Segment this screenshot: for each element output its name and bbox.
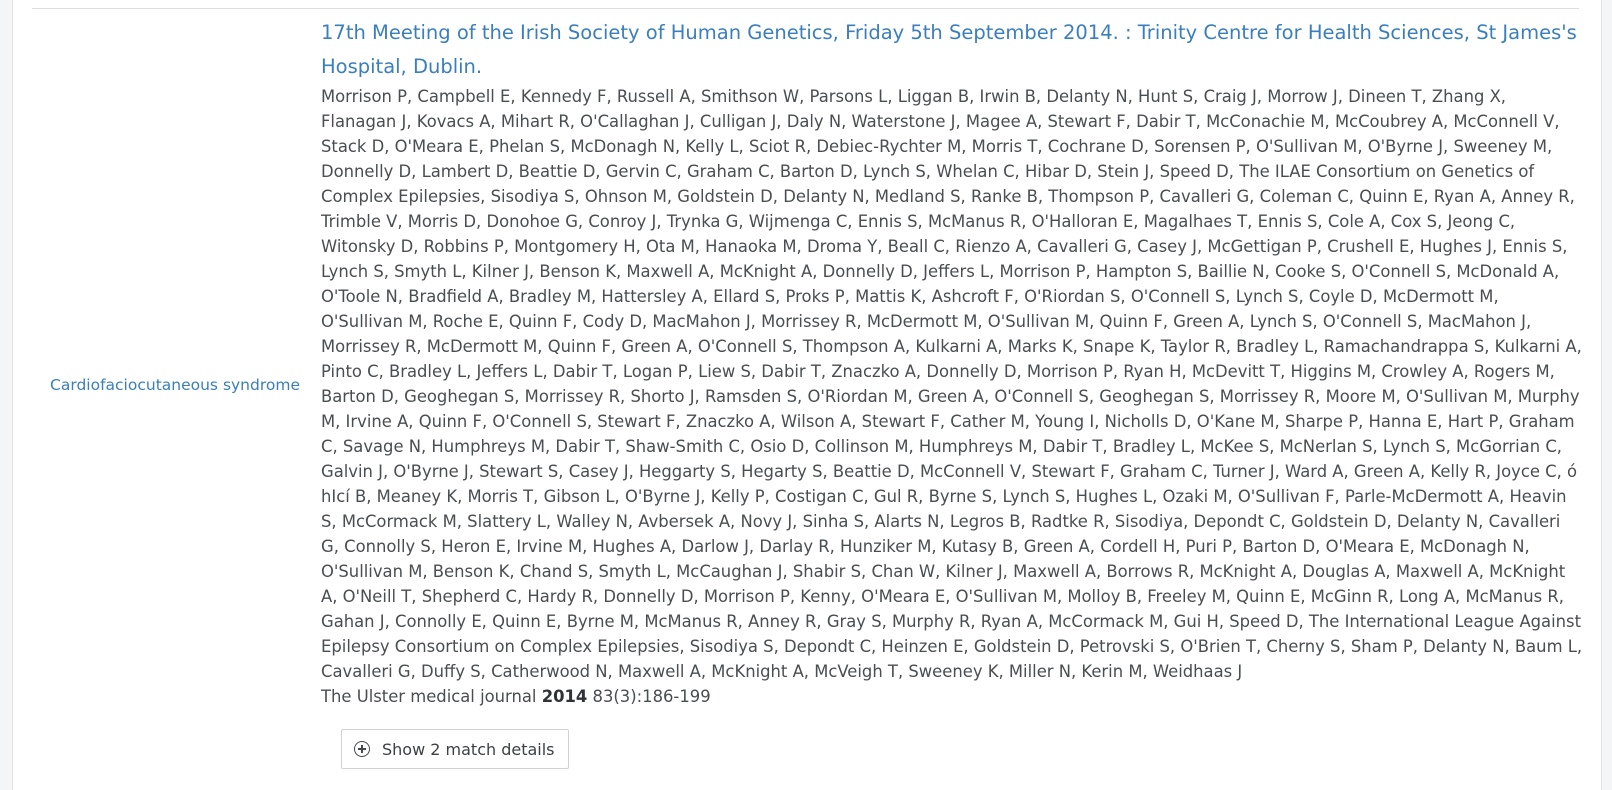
volume-issue-pages: 83(3):186-199: [592, 687, 711, 706]
concept-link[interactable]: Cardiofaciocutaneous syndrome: [50, 376, 300, 394]
show-match-details-label: Show 2 match details: [382, 739, 555, 759]
citation: [321, 684, 1583, 709]
author-list: Morrison P, Campbell E, Kennedy F, Russell A, Smithson W, Parsons L, Liggan B, Irwin B, Delanty N, Hunt S, Craig J, Morrow J, Dineen T, Zhang X, Flanagan J, Kovacs A, Mihart R, O'Callaghan J, Culligan J, Daly N, Waterstone J, Magee A, Stewart F, Dabir T, McConachie M, McCoubrey A, McConnell V, Stack D, O'Meara E, Phelan S, McDonagh N, Kelly L, Sciot R, Debiec-Rychter M, Morris T, Cochrane D, Sorensen P, O'Sullivan M, O'Byrne J, Sweeney M, Donnelly D, Lambert D, Beattie D, Gervin C, Graham C, Barton D, Lynch S, Whelan C, Hibar D, Stein J, Speed D, The ILAE Consortium on Genetics of Complex Epilepsies, Sisodiya S, Ohnson M, Goldstein D, Delanty N, Medland S, Ranke B, Thompson P, Cavalleri G, Coleman C, Quinn E, Ryan A, Anney R, Trimble V, Morris D, Donohoe G, Conroy J, Trynka G, Wijmenga C, Ennis S, McManus R, O'Halloran E, Magalhaes T, Ennis S, Cole A, Cox S, Jeong C, Witonsky D, Robbins P, Montgomery H, Ota M, Hanaoka M, Droma Y, Beall C, Rienzo A, Cavalleri G, Casey J, McGettigan P, Crushell E, Hughes J, Ennis S, Lynch S, Smyth L, Kilner J, Benson K, Maxwell A, McKnight A, Donnelly D, Jeffers L, Morrison P, Hampton S, Baillie N, Cooke S, O'Connell S, McDonald A, O'Toole N, Bradfield A, Bradley M, Hattersley A, Ellard S, Proks P, Mattis K, Ashcroft F, O'Riordan S, O'Connell S, Lynch S, Coyle D, McDermott M, O'Sullivan M, Roche E, Quinn F, Cody D, MacMahon J, Morrissey R, McDermott M, O'Sullivan M, Quinn F, Green A, Lynch S, O'Connell S, MacMahon J, Morrissey R, McDermott M, Quinn F, Green A, O'Connell S, Thompson A, Kulkarni A, Marks K, Snape K, Taylor R, Bradley L, Ramachandrappa S, Kulkarni A, Pinto C, Bradley L, Jeffers L, Dabir T, Logan P, Liew S, Dabir T, Znaczko A, Donnelly D, Morrison P, Ryan H, McDevitt T, Higgins M, Crowley A, Rogers M, Barton D, Geoghegan S, Morrissey R, Shorto J, Ramsden S, O'Riordan M, Green A, O'Connell S, Geoghegan S, Morrissey R, Moore M, O'Sullivan M, Murphy M, Irvine A, Quinn F, O'Connell S, Stewart F, Znaczko A, Wilson A, Stewart F, Cather M, Young I, Nicholls D, O'Kane M, Sharpe P, Hanna E, Hart P, Graham C, Savage N, Humphreys M, Dabir T, Shaw-Smith C, Osio D, Collinson M, Humphreys M, Dabir T, Bradley L, McKee S, McNerlan S, Lynch S, McGorrian C, Galvin J, O'Byrne J, Stewart S, Casey J, Heggarty S, Hegarty S, Beattie D, McConnell V, Stewart F, Graham C, Turner J, Ward A, Green A, Kelly R, Joyce C, ó hIcí B, Meaney K, Morris T, Gibson L, O'Byrne J, Kelly P, Costigan C, Gul R, Byrne S, Lynch S, Hughes L, Ozaki M, O'Sullivan F, Parle-McDermott A, Heavin S, McCormack M, Slattery L, Walley N, Avbersek A, Novy J, Sinha S, Alarts N, Legros B, Radtke R, Sisodiya, Depondt C, Goldstein D, Delanty N, Cavalleri G, Connolly S, Heron E, Irvine M, Hughes A, Darlow J, Darlay R, Hunziker M, Kutasy B, Green A, Cordell H, Puri P, Barton D, O'Meara E, McDonagh N, O'Sullivan M, Benson K, Chand S, Smyth L, McCaughan J, Shabir S, Chan W, Kilner J, Maxwell A, Borrows R, McKnight A, Douglas A, Maxwell A, McKnight A, O'Neill T, Shepherd C, Hardy R, Donnelly D, Morrison P, Kenny, O'Meara E, O'Sullivan M, Molloy B, Freeley M, Quinn E, McGinn R, Long A, McManus R, Gahan J, Connolly E, Quinn E, Byrne M, McManus R, Anney R, Gray S, Murphy R, Ryan A, McCormack M, Gui H, Speed D, The International League Against Epilepsy Consortium on Complex Epilepsies, Sisodiya S, Depondt C, Heinzen E, Goldstein D, Petrovski S, O'Brien T, Cherny S, Sham P, Delanty N, Baum L, Cavalleri G, Duffy S, Catherwood N, Maxwell A, McKnight A, McVeigh T, Sweeney K, Miller N, Kerin M, Weidhaas J: [321, 87, 1583, 681]
publication-title[interactable]: 17th Meeting of the Irish Society of Human Genetics, Friday 5th September 2014. : Trinity Centre for Health Sciences, St James's Hospital, Dublin.: [321, 21, 1577, 78]
concept-cell: [32, 0, 300, 790]
show-match-details-button[interactable]: [341, 729, 569, 769]
publication-year: 2014: [541, 687, 588, 706]
journal-name: The Ulster medical journal: [321, 687, 537, 706]
plus-circle-icon: [354, 741, 370, 757]
publication-entry: [321, 16, 1583, 769]
